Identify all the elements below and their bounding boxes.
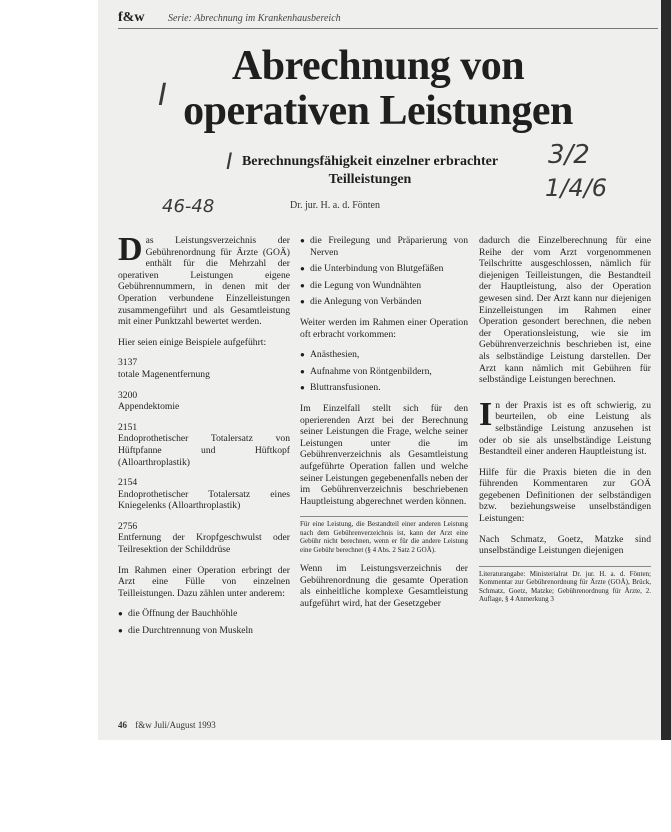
gebuehren-nummer: 2756 <box>118 520 138 532</box>
list-item: ● die Legung von Wundnähten <box>300 280 468 292</box>
magazine-logo: f&w <box>118 10 145 25</box>
weitere-leistungen-list <box>300 349 468 394</box>
footnote-box: Für eine Leistung, die Bestandteil einer anderen Leistung nach dem Gebührenverzeichnis ist, kann der Arzt eine Gebühr nicht berechnen, wenn er für die andere Leistung eine Gebühr berechnet (§ 4 Abs. 2 Satz 2 GOÄ). <box>300 516 468 554</box>
scan-bottom-margin <box>98 740 671 832</box>
operation-paragraph: Im Rahmen einer Operation erbringt der Arzt eine Fülle von einzelnen Teilleistungen. Dazu zählen unter anderem: <box>118 564 290 599</box>
body-paragraph: Im Einzelfall stellt sich für den operierenden Arzt bei der Berechnung seiner Leistungen die Frage, welche seiner Leistungen unter die im Gebührenverzeichnis als Gesamtleistung aufgeführte Operation fallen und welche seiner Leistungen gegebenenfalls neben der im Gebührenverzeichnis beschriebenen Hauptleistung abgerechnet werden können. <box>300 402 468 507</box>
example-text: Appendektomie <box>118 401 180 413</box>
body-paragraph: Hilfe für die Praxis bieten die in den führenden Kommentaren zur GOÄ gegebenen Definitionen der selbständigen bzw. beziehungsweise unselbständigen Leistungen: <box>479 466 651 525</box>
scan-left-margin <box>0 0 98 832</box>
praxis-paragraph <box>479 395 651 458</box>
author-line: Dr. jur. H. a. d. Fönten <box>290 200 380 211</box>
series-title: Serie: Abrechnung im Krankenhausbereich <box>168 13 341 24</box>
teilleistungen-list <box>118 608 290 636</box>
intro-text: as Leistungsverzeichnis der Gebührenordnung für Ärzte (GOÄ) enthält für die Mehrzahl der operativen Leistungen eigene Gebührennummern, in denen mit der Operation verbundene Einzelleistungen zusammengeführt und als Gesamtleistung mit einer Punktzahl bewertet werden. <box>118 235 290 328</box>
list-item: ● Aufnahme von Röntgenbildern, <box>300 366 468 378</box>
list-item: ● die Anlegung von Verbänden <box>300 296 468 308</box>
gebuehren-nummer: 2154 <box>118 477 138 489</box>
drop-cap: D <box>118 231 143 268</box>
article-subtitle: Berechnungsfähigkeit einzelner erbrachter Teilleistungen <box>241 154 499 187</box>
handwritten-page-range: 46-48 <box>162 196 215 217</box>
list-item: ● Anästhesien, <box>300 349 468 361</box>
example-item <box>118 422 290 468</box>
page-number: 46 <box>118 720 127 730</box>
body-paragraph: Nach Schmatz, Goetz, Matzke sind unselbständige Leistungen diejenigen <box>479 533 651 557</box>
scan-right-edge <box>661 0 671 832</box>
example-item <box>118 390 290 413</box>
handwritten-ref-top: 3/2 <box>548 140 590 170</box>
example-text: Entfernung der Kropfgeschwulst oder Teilresektion der Schilddrüse <box>118 532 290 556</box>
teilleistungen-list-continued <box>300 235 468 308</box>
praxis-text: n der Praxis ist es oft schwierig, zu beurteilen, ob eine Leistung als selbständige Leistung anzusehen ist oder ob sie als unselbständige Leistung Bestandteil einer anderen Hauptleistung ist. <box>479 399 651 458</box>
body-paragraph: dadurch die Einzelberechnung für eine Reihe der vom Arzt vorgenommenen Teilschritte ausgeschlossen, nämlich für diejenigen Teilleistungen, die Bestandteil der Hauptleistung, also der Operation gewesen sind. Der Arzt kann nur diejenigen Einzelleistungen im Rahmen einer Operation gesondert berechnen, die neben der Operationsleistung, wie sie im Gebührenverzeichnis beschrieben ist, eine als selbständige Leistung darstellen. Der Arzt kann nämlich mit Gebühren für selbständige Leistungen berechnen. <box>479 235 651 386</box>
gebuehren-nummer: 3137 <box>118 357 138 369</box>
column-3 <box>479 235 651 613</box>
list-item: ● die Öffnung der Bauchhöhle <box>118 608 290 620</box>
issue-line: f&w Juli/August 1993 <box>135 720 216 730</box>
page-footer <box>118 720 216 730</box>
list-item: ● die Unterbindung von Blutgefäßen <box>300 263 468 275</box>
intro-paragraph <box>118 231 290 328</box>
example-text: Endoprothetischer Totalersatz von Hüftpfanne und Hüftkopf (Alloarthroplastik) <box>118 433 290 468</box>
body-paragraph: Weiter werden im Rahmen einer Operation oft erbracht vorkommen: <box>300 316 468 340</box>
article-title-line1: Abrechnung von <box>231 43 525 89</box>
example-text: Endoprothetischer Totalersatz eines Kniegelenks (Alloarthroplastik) <box>118 488 290 512</box>
example-item <box>118 521 290 556</box>
examples-intro: Hier seien einige Beispiele aufgeführt: <box>118 336 267 348</box>
article-title-line2: operativen Leistungen <box>183 88 573 134</box>
list-item: ● die Durchtrennung von Muskeln <box>118 625 290 637</box>
list-item: ● Bluttransfusionen. <box>300 382 468 394</box>
masthead <box>118 10 658 29</box>
handwritten-mark-left: I <box>158 78 167 113</box>
handwritten-ref-bottom: 1/4/6 <box>545 174 607 202</box>
body-paragraph: Wenn im Leistungsverzeichnis der Gebührenordnung die gesamte Operation als einheitliche komplexe Gesamtleistung aufgeführt wird, hat der Gesetzgeber <box>300 563 468 610</box>
gebuehren-nummer: 3200 <box>118 389 138 401</box>
drop-cap: I <box>479 395 493 433</box>
example-item <box>118 357 290 380</box>
list-item: ● die Freilegung und Präparierung von Nerven <box>300 235 468 258</box>
gebuehren-nummer: 2151 <box>118 421 138 433</box>
handwritten-mark-subtitle: I <box>226 150 233 175</box>
example-text: totale Magenentfernung <box>118 368 210 380</box>
column-1 <box>118 231 290 646</box>
example-item <box>118 477 290 512</box>
column-2 <box>300 235 468 619</box>
literature-footnote: Literaturangabe: Ministerialrat Dr. jur. H. a. d. Fönten; Kommentar zur Gebührenordnung für Ärzte (GOÄ), Brück, Schmatz, Goetz, Matzke; Gebührenordnung für Ärzte, 2. Auflage, § 4 Anmerkung 3 <box>479 566 651 604</box>
